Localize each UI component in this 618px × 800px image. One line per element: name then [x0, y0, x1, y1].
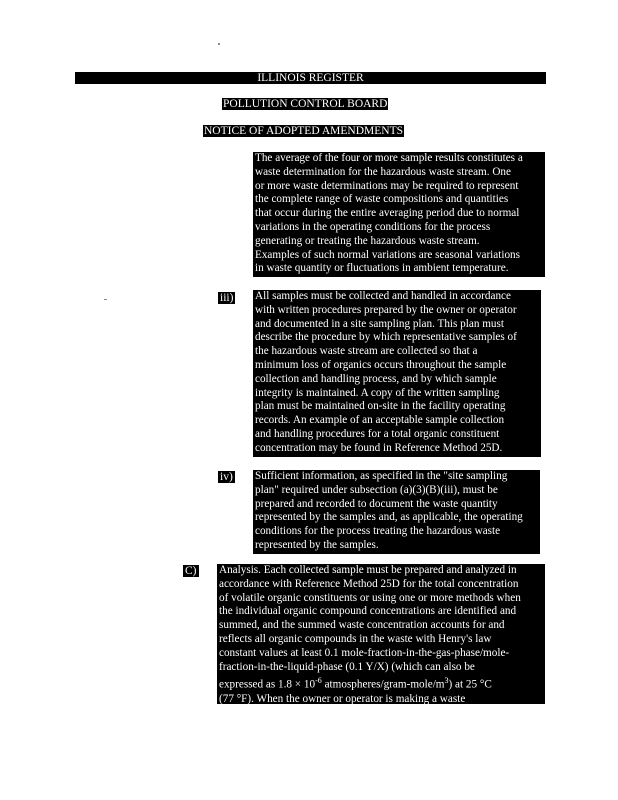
paragraph-analysis — [217, 564, 545, 704]
scan-speck — [104, 299, 107, 300]
item-label-iv: iv) — [220, 471, 233, 483]
analysis-line: accordance with Reference Method 25D for the total concentration — [219, 577, 519, 590]
paragraph-site-sampling-info: Sufficient information, as specified in the "site sampling plan" required under subsection (a)(3)(B)(iii), must be prepared and recorded to document the waste quantity represented by the samples and, as applicable, the operating conditions for the process treating the hazardous waste represented by the samples. — [253, 470, 540, 554]
analysis-line: reflects all organic compounds in the waste with Henry's law — [219, 632, 492, 645]
analysis-line: summed, and the summed waste concentration accounts for and — [219, 619, 505, 632]
scan-speck — [218, 43, 220, 45]
analysis-tail-line: (77 °F). When the owner or operator is making a waste — [219, 692, 466, 705]
analysis-line: Analysis. Each collected sample must be prepared and analyzed in — [219, 564, 517, 576]
board-name: POLLUTION CONTROL BOARD — [223, 98, 388, 110]
exponent-cubed: 3 — [444, 676, 449, 686]
expression-suffix: ) at 25 °C — [448, 679, 492, 692]
register-title: ILLINOIS REGISTER — [75, 72, 546, 84]
paragraph-averaging: The average of the four or more sample results constitutes a waste determination for the hazardous waste stream. One or more waste determinations may be required to represent the complete range of waste compositions and quantities that occur during the entire averaging period due to normal variations in the operating conditions for the process generating or treating the hazardous waste stream. Examples of such normal variations are seasonal variations in waste quantity or fluctuations in ambient temperature. — [253, 152, 545, 277]
exponent: -6 — [315, 676, 322, 686]
notice-title: NOTICE OF ADOPTED AMENDMENTS — [204, 125, 404, 137]
item-label-c: C) — [185, 565, 197, 577]
paragraph-sampling-plan: All samples must be collected and handled in accordance with written procedures prepared by the owner or operator and documented in a site sampling plan. This plan must describe the procedure by which representative samples of the hazardous waste stream are collected so that a minimum loss of organics occurs throughout the sample collection and handling process, and by which sample integrity is maintained. A copy of the written sampling plan must be maintained on-site in the facility operating records. An example of an acceptable sample collection and handling procedures for a total organic constituent concentration may be found in Reference Method 25D. — [253, 290, 541, 457]
analysis-expression-line — [219, 674, 543, 693]
analysis-line: fraction-in-the-liquid-phase (0.1 Y/X) (which can also be — [219, 660, 475, 673]
item-label-iii: iii) — [220, 292, 234, 304]
analysis-line: of volatile organic constituents or using one or more methods when — [219, 591, 521, 604]
analysis-line: the individual organic compound concentrations are identified and — [219, 605, 517, 618]
expression-prefix: expressed as 1.8 × 10 — [219, 679, 316, 692]
analysis-line: constant values at least 0.1 mole-fraction-in-the-gas-phase/mole- — [219, 646, 510, 659]
expression-middle: atmospheres/gram-mole/m — [321, 679, 445, 692]
